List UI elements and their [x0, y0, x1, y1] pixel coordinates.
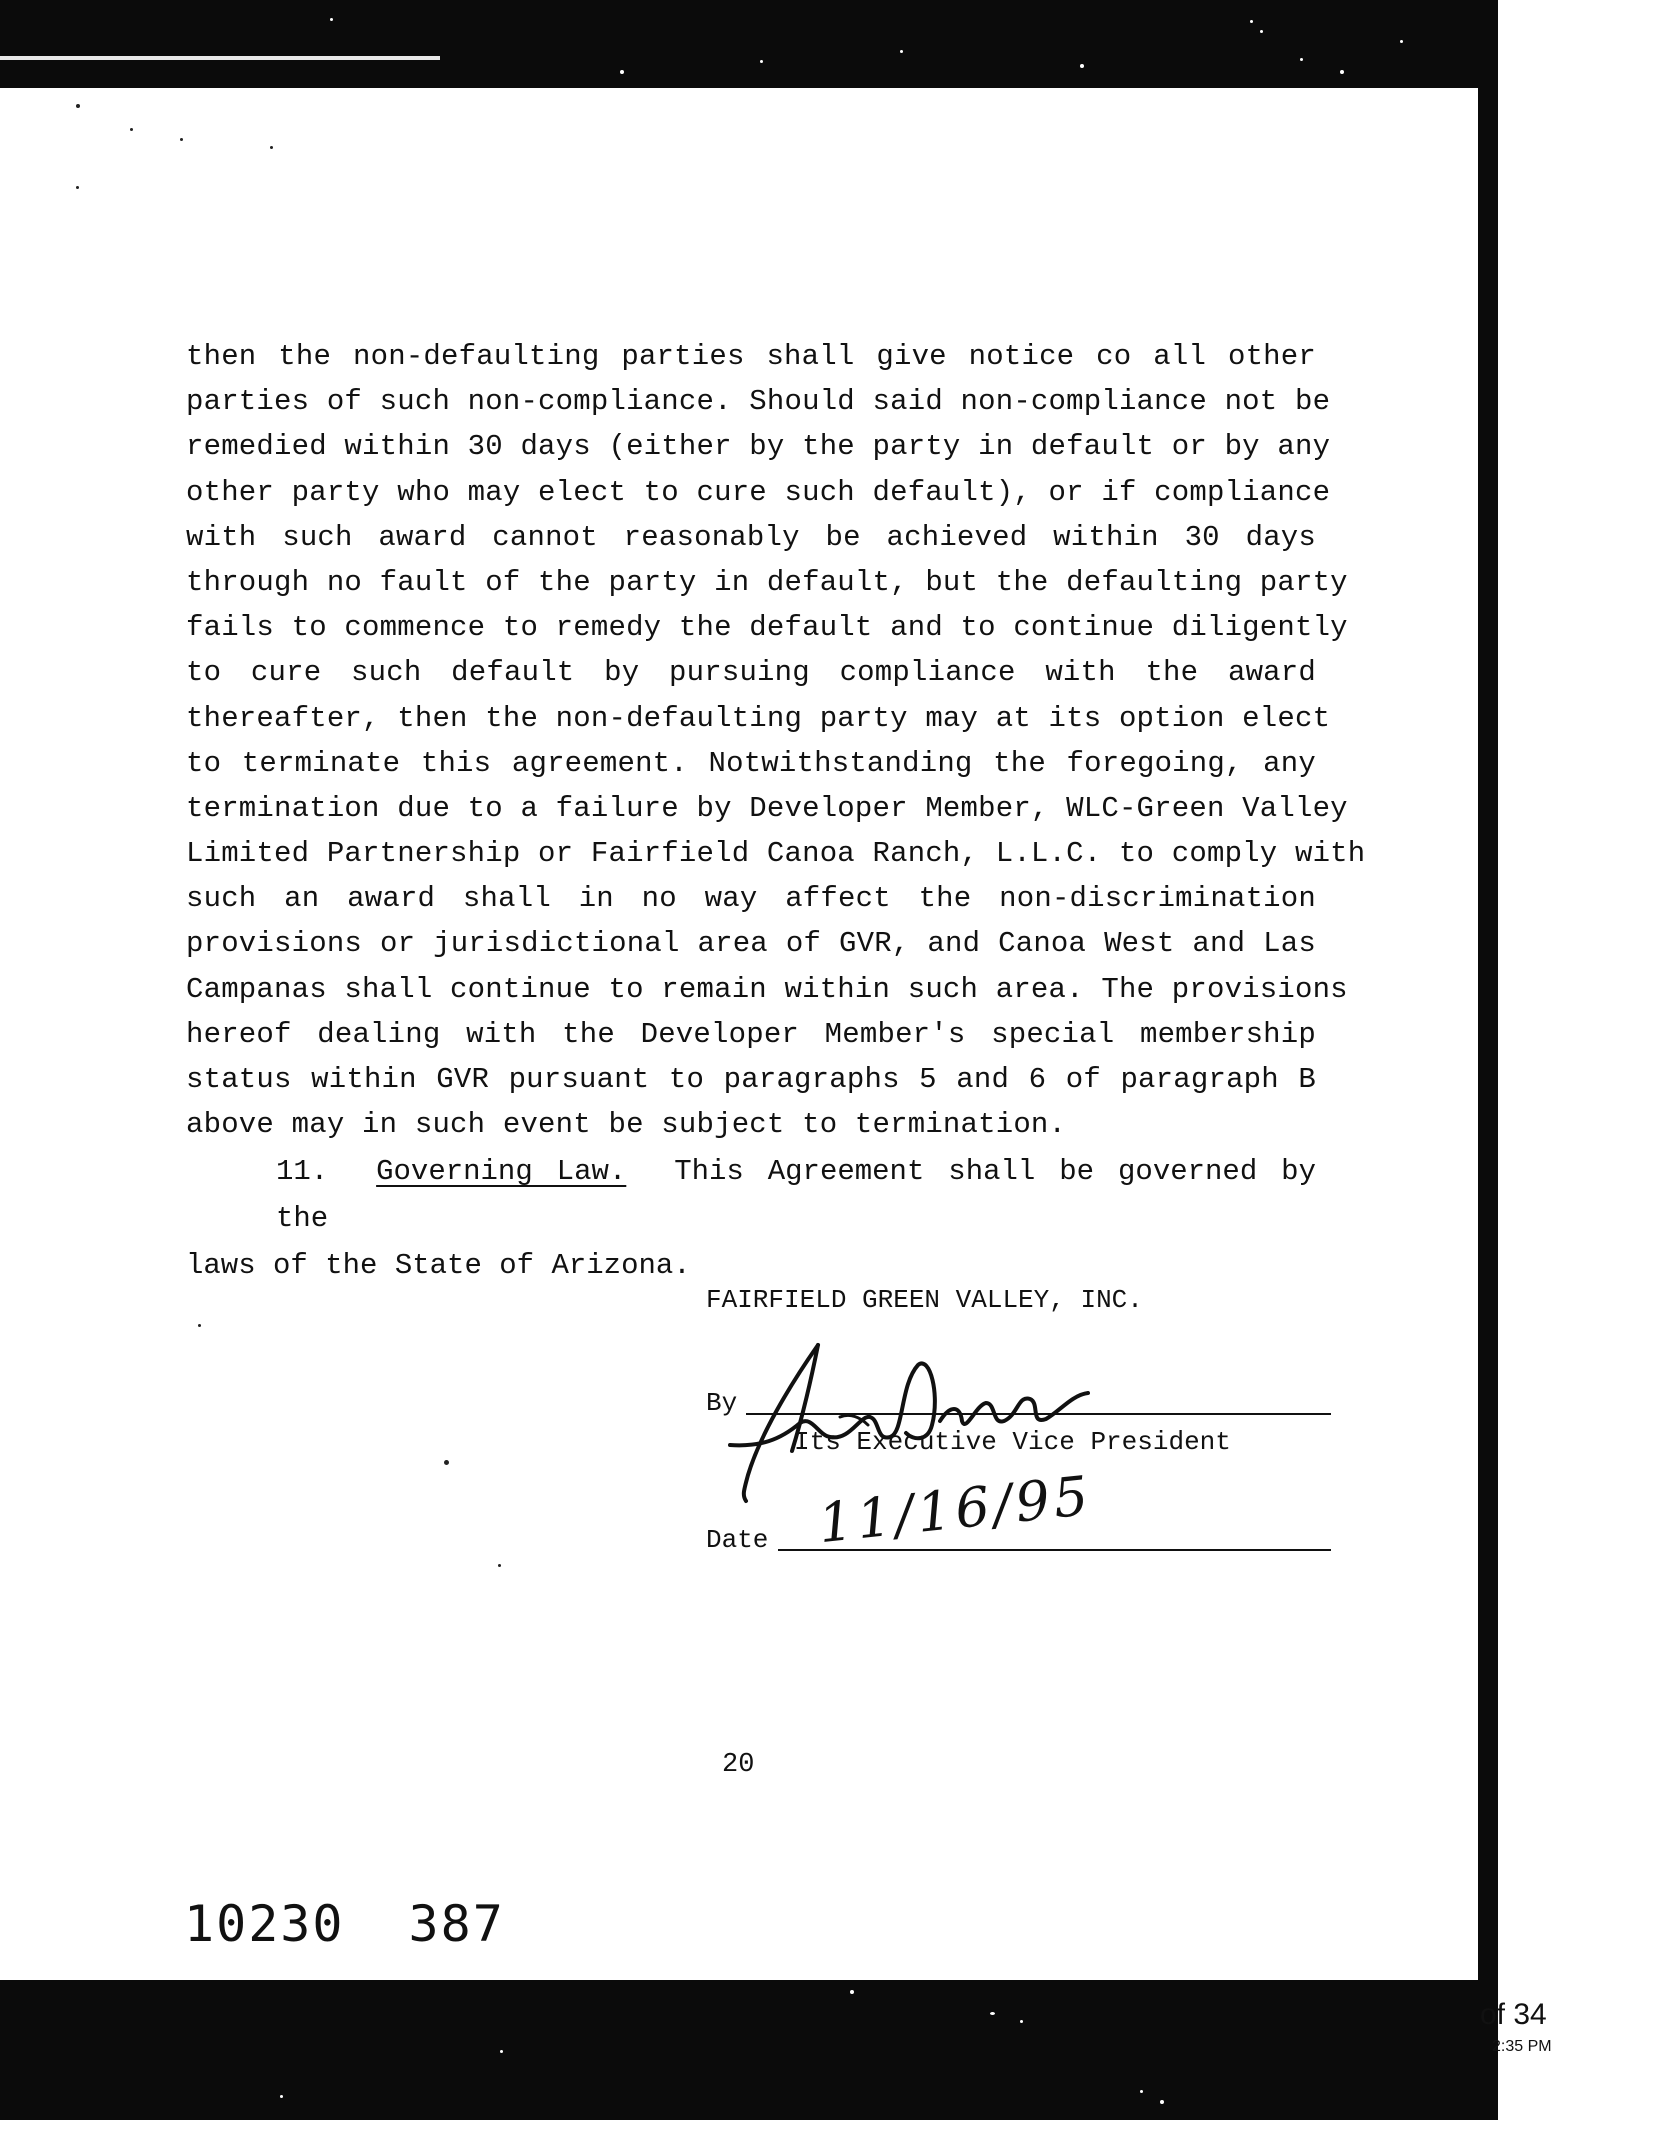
- section-number: 11.: [276, 1155, 329, 1188]
- body-line: thereafter, then the non-defaulting party may at its option elect: [186, 701, 1331, 735]
- body-line: above may in such event be subject to termination.: [186, 1108, 1067, 1142]
- scan-streak: [0, 56, 440, 60]
- body-line: to cure such default by pursuing compliance with the award: [186, 656, 1316, 690]
- body-line: status within GVR pursuant to paragraphs 5 and 6 of paragraph B: [186, 1063, 1316, 1096]
- scan-border-bottom: [0, 1980, 1490, 2120]
- body-line: provisions or jurisdictional area of GVR, and Canoa West and Las: [186, 927, 1316, 961]
- company-name: FAIRFIELD GREEN VALLEY, INC.: [706, 1285, 1143, 1315]
- body-line: hereof dealing with the Developer Member's special membership: [186, 1017, 1316, 1051]
- body-line: with such award cannot reasonably be achieved within 30 days: [186, 520, 1316, 554]
- body-line: to terminate this agreement. Notwithstanding the foregoing, any: [186, 746, 1316, 780]
- body-paragraph: [186, 334, 1366, 1147]
- governing-law-section: [186, 1148, 1316, 1289]
- by-label: By: [706, 1388, 738, 1418]
- stamp-page: 387: [408, 1895, 505, 1953]
- body-line: Limited Partnership or Fairfield Canoa Ranch, L.L.C. to comply with: [186, 837, 1366, 871]
- recording-stamp: [184, 1895, 505, 1953]
- fax-time: 2:35 PM: [1492, 2038, 1552, 2055]
- handwritten-date: 11/16/95: [815, 1463, 1096, 1556]
- body-line: other party who may elect to cure such default), or if compliance: [186, 475, 1331, 509]
- body-line: such an award shall in no way affect the non-discrimination: [186, 882, 1316, 916]
- scan-border-right: [1478, 0, 1498, 2120]
- body-line: then the non-defaulting parties shall give notice co all other: [186, 340, 1316, 373]
- governing-law-line-2: laws of the State of Arizona.: [186, 1249, 691, 1282]
- date-label: Date: [706, 1525, 769, 1555]
- governing-law-line-1: [186, 1148, 1316, 1242]
- body-line: through no fault of the party in default, but the defaulting party: [186, 565, 1348, 599]
- body-line: fails to commence to remedy the default and to continue diligently: [186, 611, 1348, 645]
- section-heading: Governing Law.: [376, 1155, 627, 1188]
- scan-border-top: [0, 0, 1490, 88]
- handwritten-signature: [700, 1325, 1170, 1505]
- body-line: Campanas shall continue to remain within such area. The provisions: [186, 972, 1348, 1006]
- body-line: remedied within 30 days (either by the party in default or by any: [186, 430, 1331, 464]
- stamp-book: 10230: [184, 1895, 345, 1953]
- page-of-count: of 34: [1480, 1998, 1547, 2031]
- page-number: 20: [722, 1750, 755, 1780]
- body-line: termination due to a failure by Developer Member, WLC-Green Valley: [186, 791, 1348, 825]
- section-text: This Agreement shall be governed by the: [276, 1155, 1316, 1235]
- signer-title: Its Executive Vice President: [794, 1427, 1231, 1457]
- body-line: parties of such non-compliance. Should said non-compliance not be: [186, 385, 1331, 419]
